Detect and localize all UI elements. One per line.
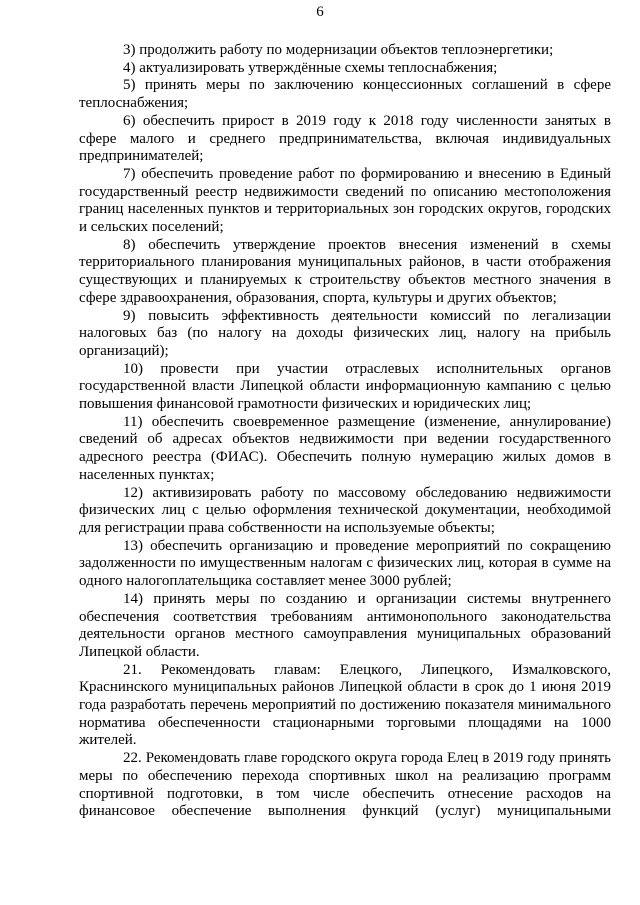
paragraph-section-21: 21. Рекомендовать главам: Елецкого, Липецкого, Измалковского, Краснинского муниципальных районов Липецкой области в срок до 1 июня 2019 года разработать перечень мероприятий по достижению показателя минимального норматива обеспеченности стационарными торговыми площадями на 1000 жителей. <box>79 661 611 749</box>
paragraph-item-4: 4) актуализировать утверждённые схемы теплоснабжения; <box>123 59 498 76</box>
paragraph-item-6: 6) обеспечить прирост в 2019 году к 2018 году численности занятых в сфере малого и среднего предпринимательства, включая индивидуальных предпринимателей; <box>79 112 611 165</box>
paragraph-item-3: 3) продолжить работу по модернизации объектов теплоэнергетики; <box>123 42 554 58</box>
paragraph-item-9: 9) повысить эффективность деятельности комиссий по легализации налоговых баз (по налогу на доходы физических лиц, налогу на прибыль организаций); <box>79 307 611 359</box>
paragraph-item-5: 5) принять меры по заключению концессионных соглашений в сфере теплоснабжения; <box>79 77 611 112</box>
paragraph-item-12: 12) активизировать работу по массовому обследованию недвижимости физических лиц с целью оформления технической документации, необходимой для регистрации права собственности на используемые объекты; <box>79 484 611 536</box>
paragraph-item-7: 7) обеспечить проведение работ по формированию и внесению в Единый государственный реестр недвижимости сведений по описанию местоположения границ населенных пунктов и территориальных зон городских округов, городских и сельских поселений; <box>79 165 611 236</box>
paragraph-item-10: 10) провести при участии отраслевых исполнительных органов государственной власти Липецкой области информационную кампанию с целью повышения финансовой грамотности физических и юридических лиц; <box>79 360 611 413</box>
document-body <box>79 42 611 821</box>
page-number: 6 <box>316 4 324 20</box>
paragraph-item-14: 14) принять меры по созданию и организации системы внутреннего обеспечения соответствия требованиям антимонопольного законодательства деятельности органов местного самоуправления муниципальных образований Липецкой области. <box>79 590 611 660</box>
paragraph-section-22: 22. Рекомендовать главе городского округа города Елец в 2019 году принять меры по обеспечению перехода спортивных школ на реализацию программ спортивной подготовки, в том числе обеспечить отнесение расходов на финансовое обеспечение выполнения функций (услуг) муниципальными <box>79 750 611 820</box>
paragraph-item-8: 8) обеспечить утверждение проектов внесения изменений в схемы территориального планирования муниципальных районов, в части отображения существующих и планируемых к строительству объектов местного значения в сфере здравоохранения, образования, спорта, культуры и других объектов; <box>79 236 611 306</box>
paragraph-item-13: 13) обеспечить организацию и проведение мероприятий по сокращению задолженности по имущественным налогам с физических лиц, которая в сумме на одного налогоплательщика составляет менее 3000 рублей; <box>79 537 611 590</box>
paragraph-item-11: 11) обеспечить своевременное размещение (изменение, аннулирование) сведений об адресах объектов недвижимости при ведении государственного адресного реестра (ФИАС). Обеспечить полную нумерацию жилых домов в населенных пунктах; <box>79 413 611 483</box>
